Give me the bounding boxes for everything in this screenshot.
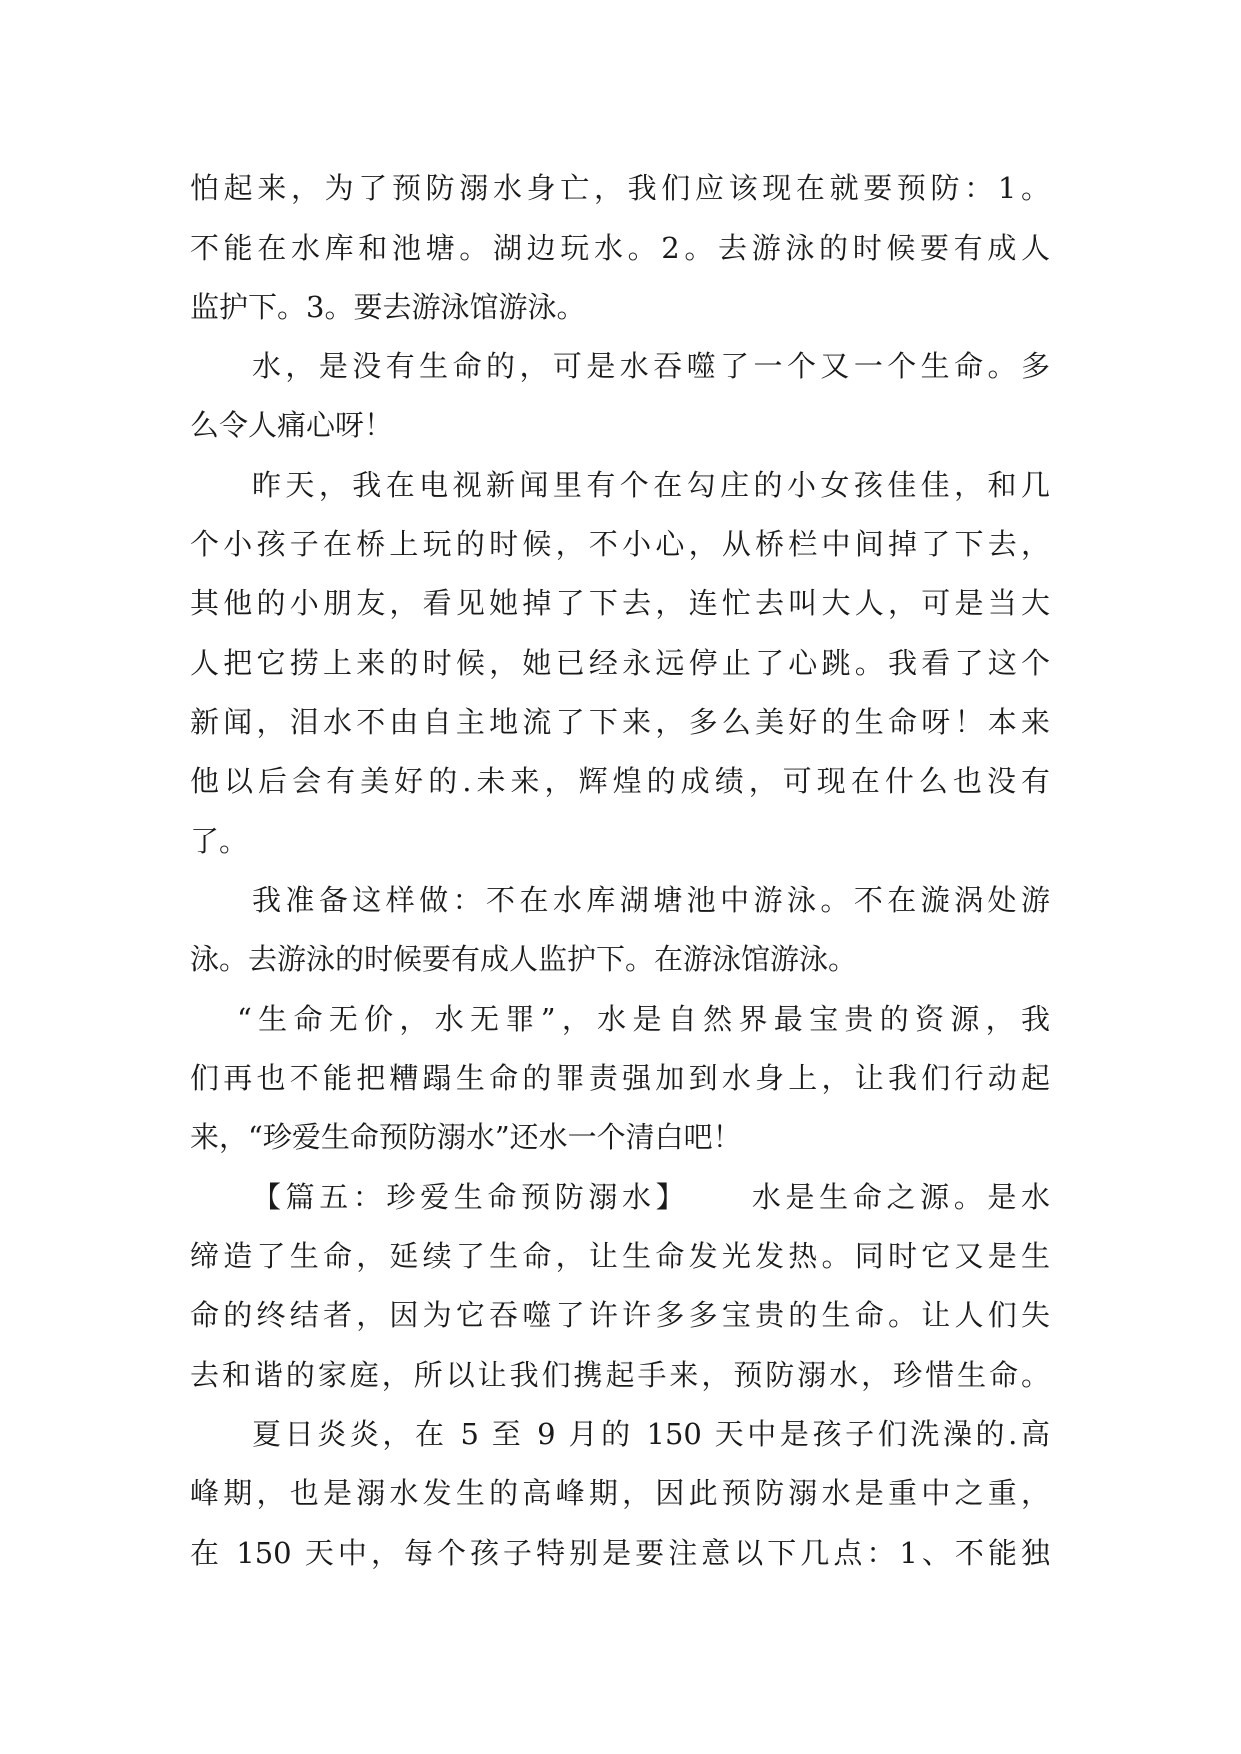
paragraph-first-line: “生命无价，水无罪”，水是自然界最宝贵的资源，我 <box>237 1002 1050 1036</box>
text-line: 缔造了生命，延续了生命，让生命发光发热。同时它又是生 <box>190 1239 1050 1273</box>
text-line: 命的终结者，因为它吞噬了许许多多宝贵的生命。让人们失 <box>190 1298 1050 1332</box>
text-line: 新闻，泪水不由自主地流了下来，多么美好的生命呀！本来 <box>190 705 1050 739</box>
text-line: 怕起来，为了预防溺水身亡，我们应该现在就要预防：1。 <box>190 171 1050 205</box>
text-line: 监护下。3。要去游泳馆游泳。 <box>190 290 586 324</box>
text-line: 个小孩子在桥上玩的时候，不小心，从桥栏中间掉了下去， <box>190 527 1050 561</box>
text-line: 他以后会有美好的.未来，辉煌的成绩，可现在什么也没有 <box>190 764 1050 798</box>
paragraph-first-line: 水，是没有生命的，可是水吞噬了一个又一个生命。多 <box>252 349 1050 383</box>
text-line: 其他的小朋友，看见她掉了下去，连忙去叫大人，可是当大 <box>190 586 1050 620</box>
section-heading: 【篇五：珍爱生命预防溺水】 <box>252 1180 690 1214</box>
paragraph-first-line: 昨天，我在电视新闻里有个在勾庄的小女孩佳佳，和几 <box>252 468 1050 502</box>
section-first-sentence: 水是生命之源。是水 <box>747 1180 1050 1214</box>
section-heading-line <box>252 1177 1050 1217</box>
text-line: 在 150 天中，每个孩子特别是要注意以下几点：1、不能独 <box>190 1536 1050 1570</box>
text-line: 峰期，也是溺水发生的高峰期，因此预防溺水是重中之重， <box>190 1476 1050 1510</box>
text-line: 人把它捞上来的时候，她已经永远停止了心跳。我看了这个 <box>190 646 1050 680</box>
paragraph-first-line: 夏日炎炎，在 5 至 9 月的 150 天中是孩子们洗澡的.高 <box>252 1417 1050 1451</box>
text-line: 去和谐的家庭，所以让我们携起手来，预防溺水，珍惜生命。 <box>190 1358 1050 1392</box>
paragraph-first-line: 我准备这样做：不在水库湖塘池中游泳。不在漩涡处游 <box>252 883 1050 917</box>
text-line: 泳。去游泳的时候要有成人监护下。在游泳馆游泳。 <box>190 942 858 976</box>
text-line: 来，“珍爱生命预防溺水”还水一个清白吧！ <box>190 1120 742 1154</box>
text-line: 么令人痛心呀！ <box>190 408 394 442</box>
text-line: 们再也不能把糟蹋生命的罪责强加到水身上，让我们行动起 <box>190 1061 1050 1095</box>
text-line: 不能在水库和池塘。湖边玩水。2。去游泳的时候要有成人 <box>190 231 1050 265</box>
text-line: 了。 <box>190 824 249 858</box>
